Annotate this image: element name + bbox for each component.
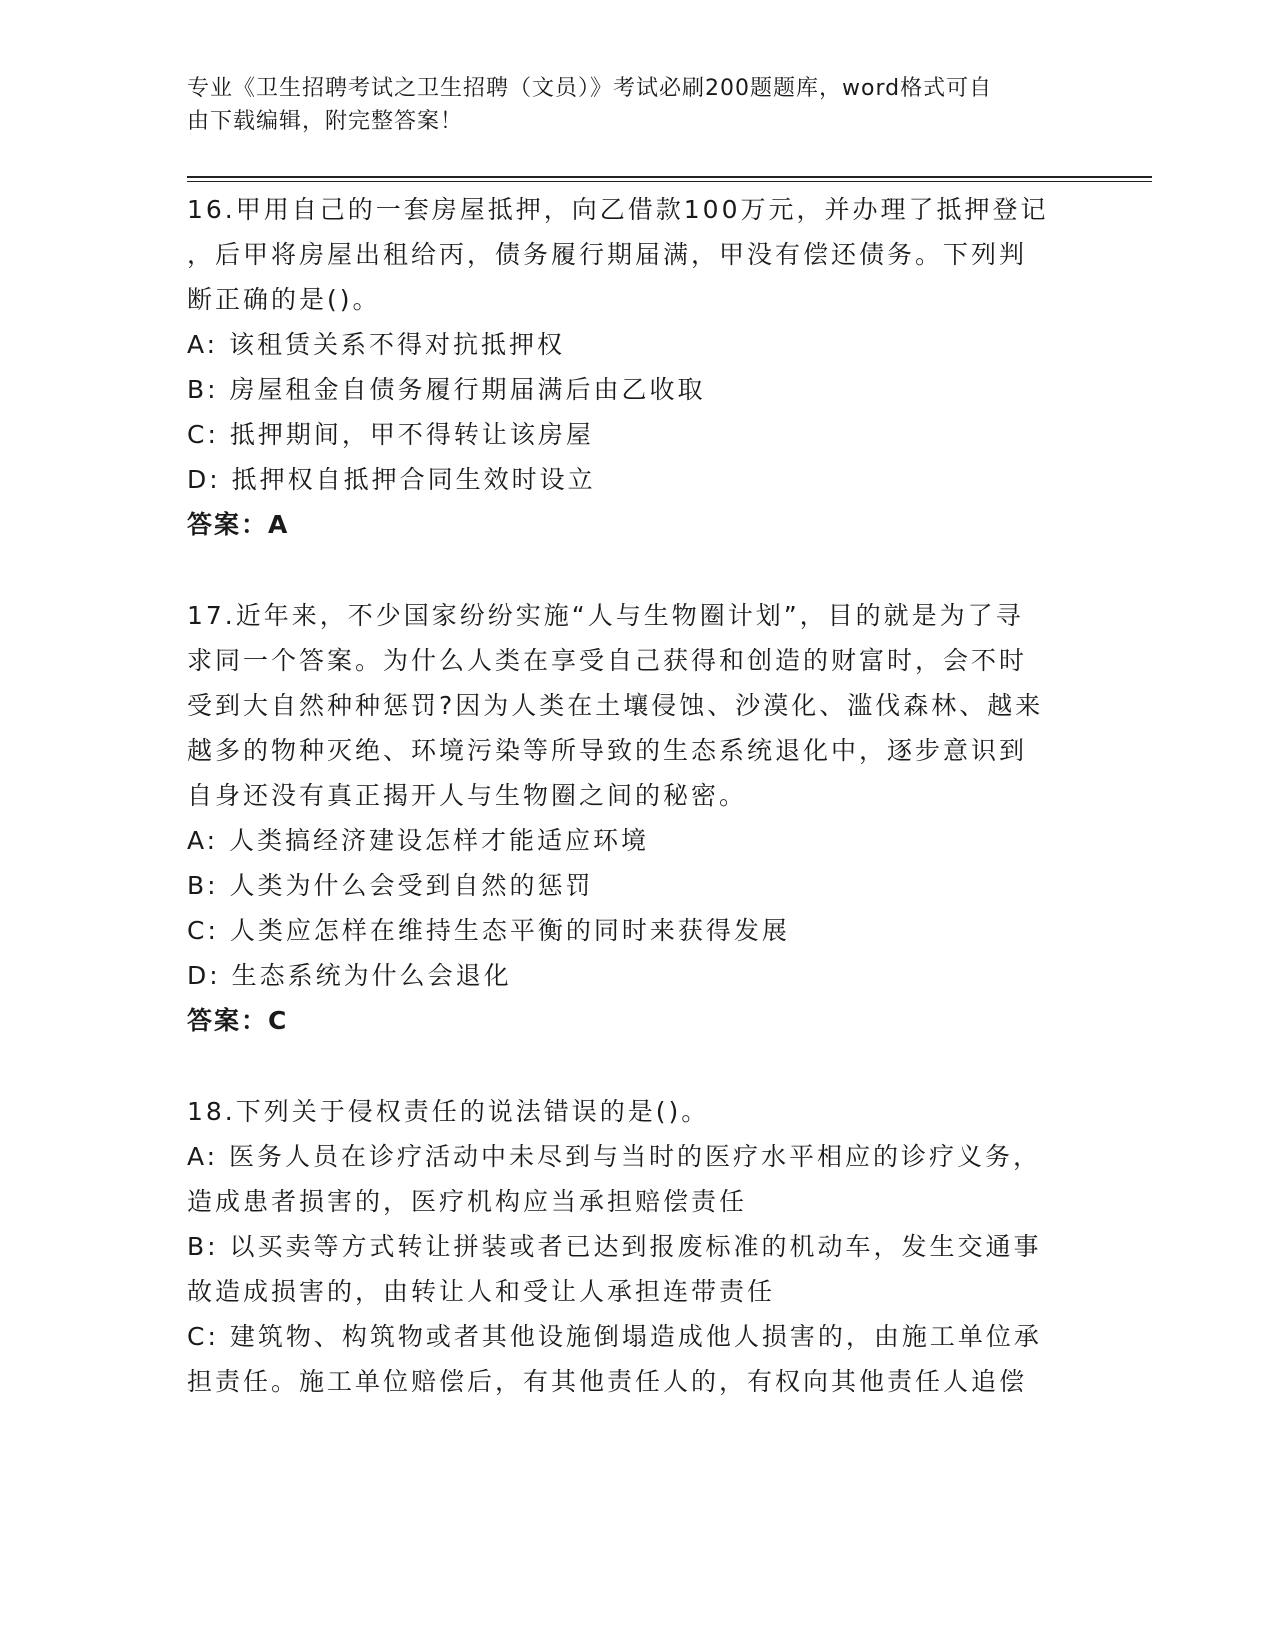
question-stem-line: 断正确的是()。 [187, 285, 381, 314]
option-a-continuation: 造成患者损害的，医疗机构应当承担赔偿责任 [187, 1187, 748, 1216]
question-stem-line: 16.甲用自己的一套房屋抵押，向乙借款100万元，并办理了抵押登记 [187, 195, 1049, 224]
option-b [187, 863, 1067, 908]
option-c [187, 908, 1067, 953]
option-text: 人类为什么会受到自然的惩罚 [229, 871, 594, 900]
option-text: 人类搞经济建设怎样才能适应环境 [229, 826, 650, 855]
option-letter: C: [187, 420, 230, 449]
option-text: 房屋租金自债务履行期届满后由乙收取 [229, 375, 706, 404]
question-stem-line: 17.近年来，不少国家纷纷实施“人与生物圈计划”，目的就是为了寻 [187, 601, 1024, 630]
question-stem-line: ，后甲将房屋出租给丙，债务履行期届满，甲没有偿还债务。下列判 [187, 240, 1028, 269]
option-c-continuation: 担责任。施工单位赔偿后，有其他责任人的，有权向其他责任人追偿 [187, 1367, 1028, 1396]
option-text: 抵押权自抵押合同生效时设立 [231, 465, 596, 494]
option-text: 以买卖等方式转让拼装或者已达到报废标准的机动车，发生交通事 [229, 1232, 1042, 1261]
header-divider-thick [187, 176, 1152, 178]
option-letter: C: [187, 1322, 230, 1351]
option-c [187, 412, 1067, 457]
option-letter: A: [187, 330, 230, 359]
option-letter: B: [187, 375, 230, 404]
option-a [187, 818, 1067, 863]
option-text: 人类应怎样在维持生态平衡的同时来获得发展 [229, 916, 790, 945]
option-letter: D: [187, 465, 232, 494]
question-stem-line: 越多的物种灭绝、环境污染等所导致的生态系统退化中，逐步意识到 [187, 736, 1028, 765]
question-16 [187, 187, 1067, 547]
option-a [187, 322, 1067, 367]
question-stem-line: 求同一个答案。为什么人类在享受自己获得和创造的财富时，会不时 [187, 646, 1028, 675]
option-b [187, 367, 1067, 412]
option-letter: C: [187, 916, 230, 945]
answer-label: 答案：A [187, 510, 290, 539]
option-a [187, 1134, 1067, 1179]
option-c [187, 1314, 1067, 1359]
option-b-continuation: 故造成损害的，由转让人和受让人承担连带责任 [187, 1277, 776, 1306]
question-list [187, 187, 1067, 1450]
option-letter: D: [187, 961, 232, 990]
option-text: 该租赁关系不得对抗抵押权 [229, 330, 566, 359]
question-stem-line: 自身还没有真正揭开人与生物圈之间的秘密。 [187, 781, 748, 810]
option-text: 生态系统为什么会退化 [231, 961, 512, 990]
header-divider-thin [187, 181, 1152, 182]
option-letter: A: [187, 1142, 230, 1171]
question-stem-line: 18.下列关于侵权责任的说法错误的是()。 [187, 1097, 710, 1126]
question-18 [187, 1089, 1067, 1404]
option-d [187, 457, 1067, 502]
question-17 [187, 593, 1067, 1043]
option-text: 医务人员在诊疗活动中未尽到与当时的医疗水平相应的诊疗义务， [229, 1142, 1042, 1171]
document-header [187, 72, 1067, 138]
header-line-2: 由下载编辑，附完整答案！ [187, 109, 464, 134]
answer-label: 答案：C [187, 1006, 289, 1035]
option-letter: A: [187, 826, 230, 855]
option-text: 抵押期间，甲不得转让该房屋 [229, 420, 594, 449]
option-letter: B: [187, 1232, 230, 1261]
question-stem-line: 受到大自然种种惩罚?因为人类在土壤侵蚀、沙漠化、滥伐森林、越来 [187, 691, 1044, 720]
option-text: 建筑物、构筑物或者其他设施倒塌造成他人损害的，由施工单位承 [229, 1322, 1042, 1351]
option-b [187, 1224, 1067, 1269]
option-d [187, 953, 1067, 998]
option-letter: B: [187, 871, 230, 900]
header-line-1: 专业《卫生招聘考试之卫生招聘（文员）》考试必刷200题题库，word格式可自 [187, 76, 993, 101]
